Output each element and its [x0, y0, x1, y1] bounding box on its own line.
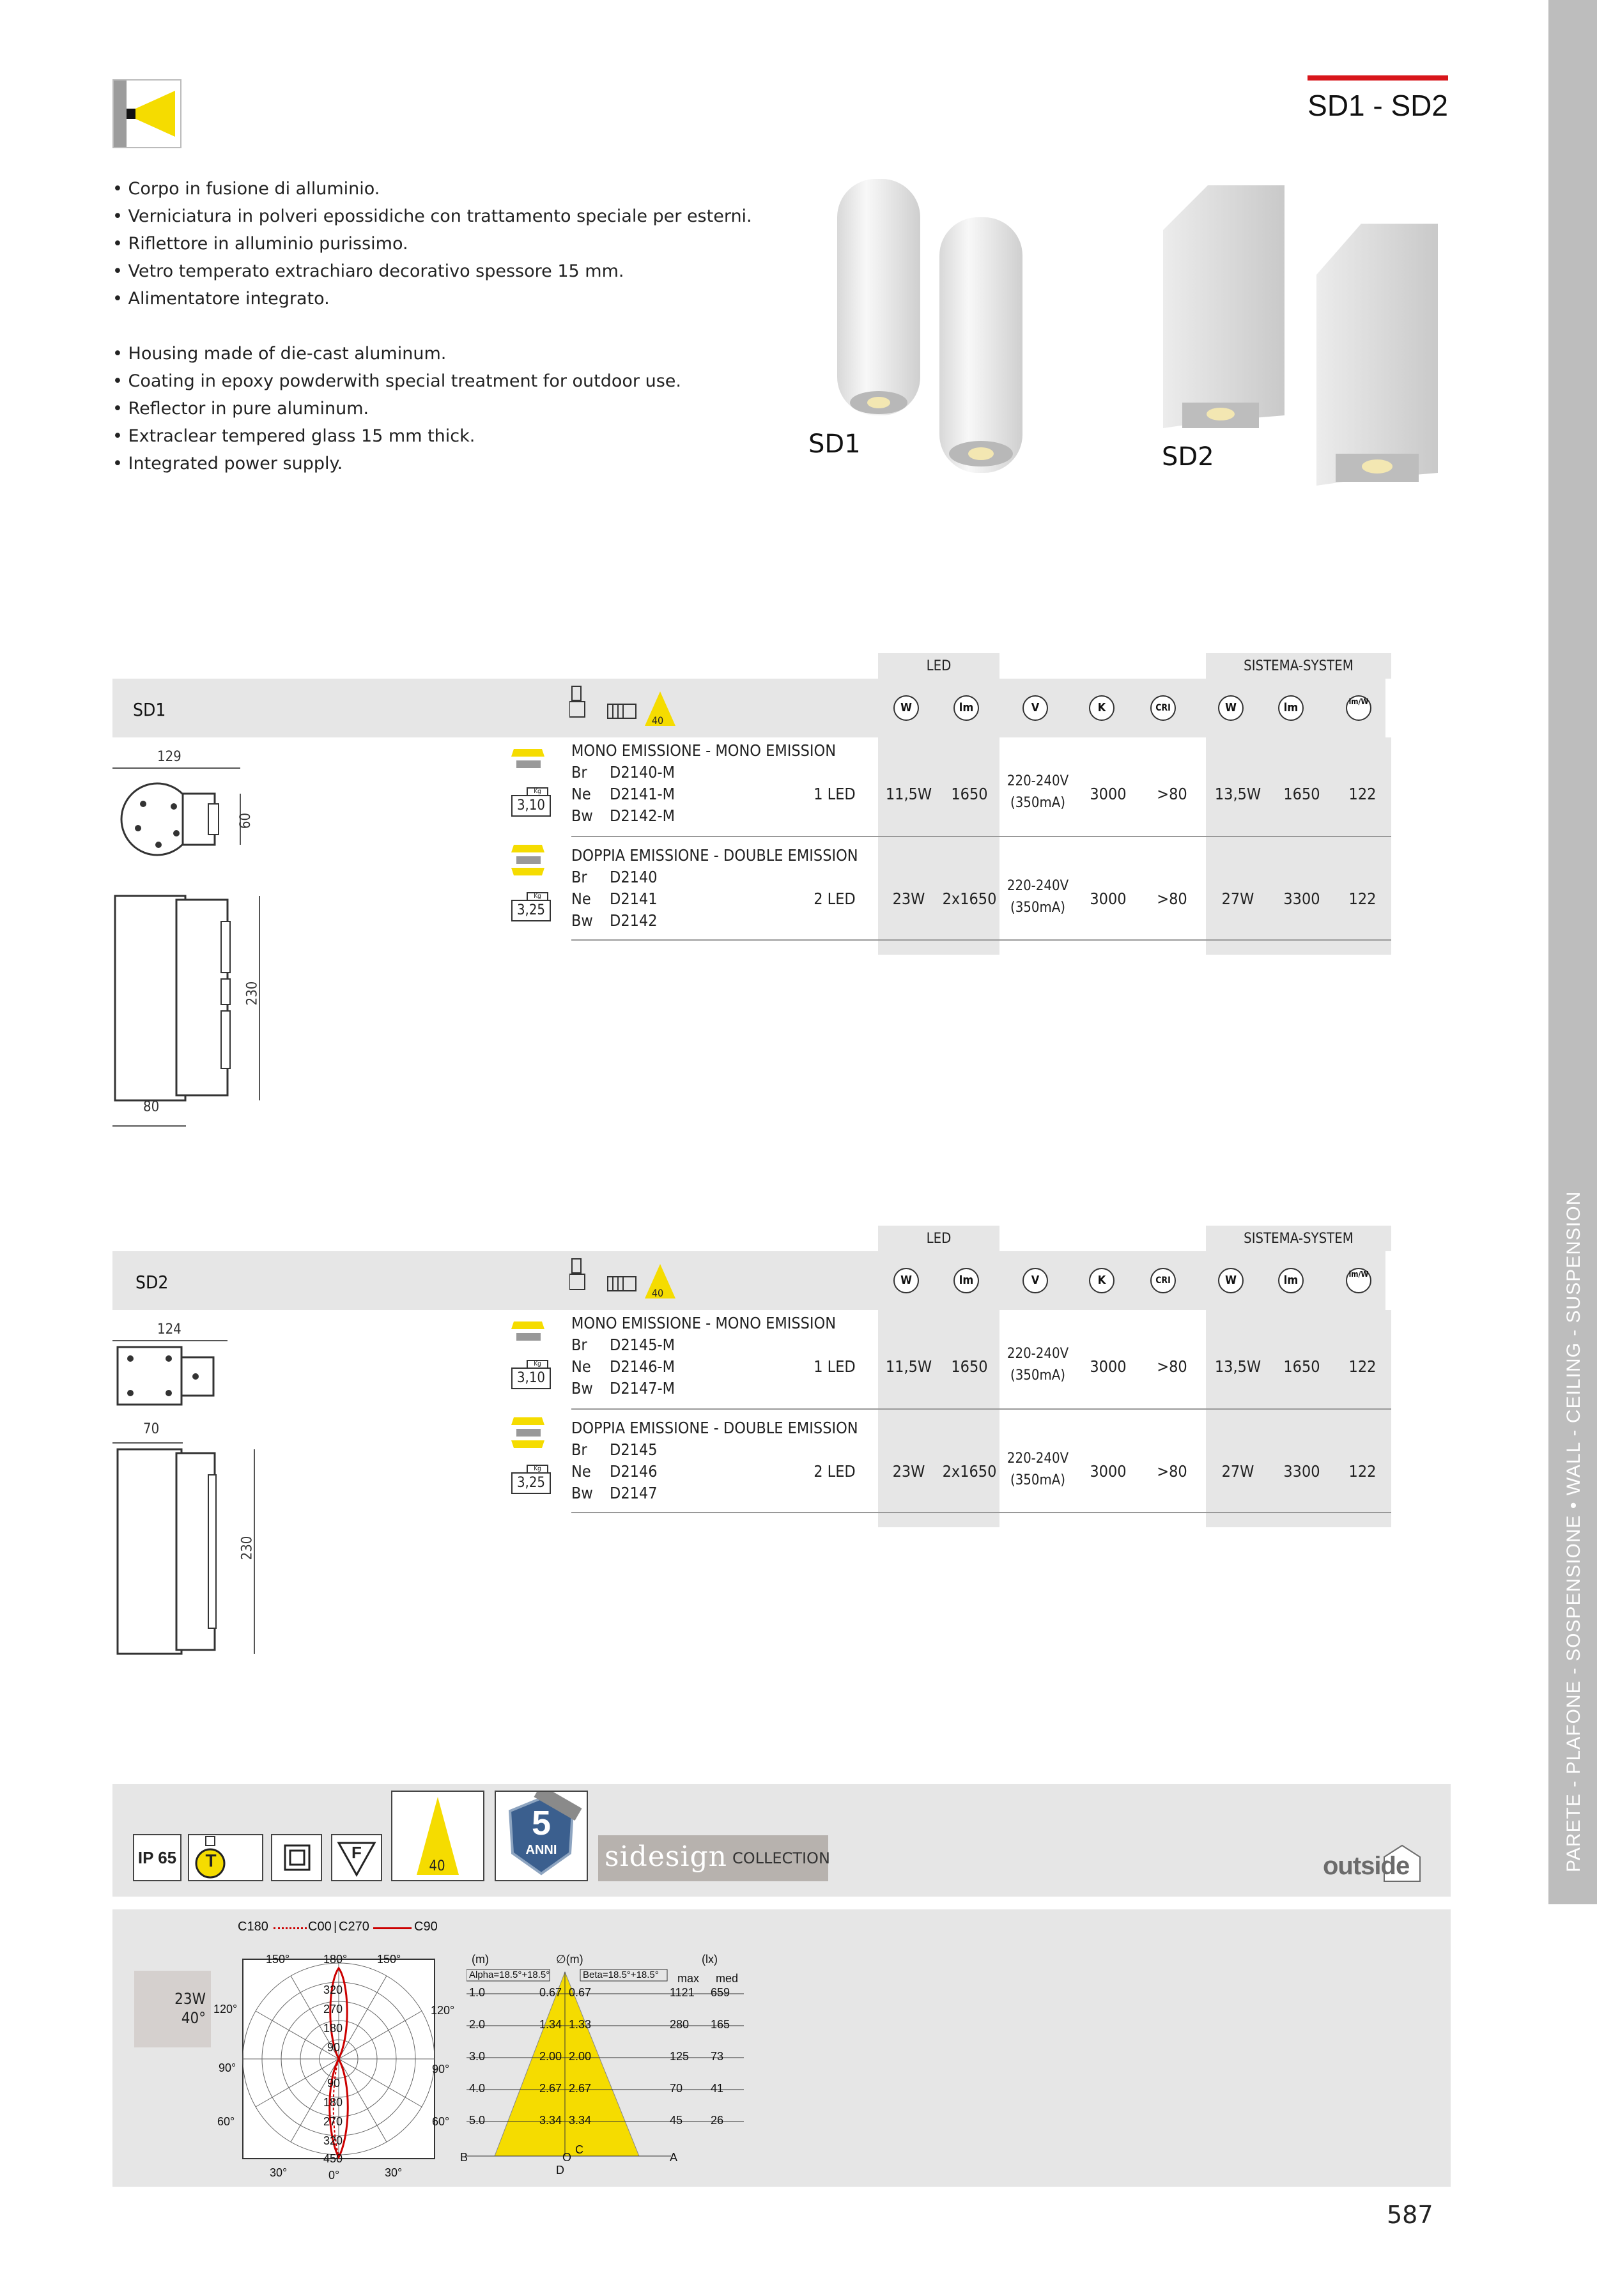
lamp-angle: 40° — [181, 2009, 206, 2027]
cone-letter: O — [562, 2151, 572, 2164]
brand-logo — [1323, 1844, 1431, 1883]
product-code: D2146 — [610, 1462, 658, 1481]
dimension-drawing-sd1 — [112, 749, 279, 1132]
current: (350mA) — [1010, 795, 1066, 811]
side-tab-label: PARETE - PLAFONE - SOSPENSIONE • WALL - CEILING - SUSPENSION — [1563, 1190, 1584, 1872]
collection-label: COLLECTION — [732, 1849, 830, 1867]
cone-letter: B — [460, 2151, 468, 2164]
cri-value: >80 — [1157, 1462, 1187, 1481]
cri-icon: CRI — [1150, 1268, 1176, 1293]
weight-badge: 3,25 — [511, 1472, 551, 1494]
install-icons — [569, 685, 704, 731]
feature-it: • Vetro temperato extrachiaro decorativo spessore 15 mm. — [112, 258, 815, 285]
polar-angle-label: 180° — [323, 1953, 348, 1966]
beam-angle-value: 40 — [429, 1858, 445, 1874]
cri-value: >80 — [1157, 1357, 1187, 1376]
kelvin-icon: K — [1089, 1268, 1115, 1293]
efficiency: 122 — [1348, 1357, 1377, 1376]
finish-code: Ne — [571, 1357, 591, 1376]
product-code: D2147 — [610, 1484, 658, 1502]
feature-it: • Corpo in fusione di alluminio. — [112, 175, 815, 203]
cone-beta-diameter: 1.33 — [569, 2018, 592, 2031]
efficiency-icon: lm/W — [1346, 1268, 1371, 1293]
weight-badge: 3,10 — [511, 795, 551, 817]
polar-value-label: 450 — [323, 2152, 343, 2165]
beam-angle-icon — [391, 1791, 484, 1881]
polar-angle-label: 0° — [328, 2169, 340, 2182]
legend-c00: C00 — [308, 1920, 332, 1934]
system-lumen: 3300 — [1283, 890, 1320, 908]
product-code: D2142 — [610, 911, 658, 930]
led-count: 1 LED — [814, 785, 856, 803]
cone-alpha-diameter: 0.67 — [539, 1986, 562, 1999]
led-lumen: 1650 — [951, 1357, 988, 1376]
page-number: 587 — [1387, 2201, 1433, 2229]
cone-distance: 1.0 — [469, 1986, 486, 1999]
dim-side-width: 70 — [143, 1421, 160, 1437]
beam-angle: 40 — [651, 714, 664, 727]
current: (350mA) — [1010, 900, 1066, 916]
section-sd1: LED SISTEMA-SYSTEM SD1 40 W lm V K CRI W lm lm/W 129 60 230 80 Kg 3,10 MONO EMISSIONE - MONO EMISSION Br D2140-M Ne D2141-M Bw D2142-M 1 LED 11,5W 1650 220-240V (350mA) 3000 >80 13,5W 1650 122 Kg 3,25 DOPPIA EMISSIONE - DOUBLE EMISSION Br D2140 Ne D2141 Bw D2142 2 LED 23W 2x1650 220-240V (350mA) 3000 >80 27W 3300 122 — [112, 653, 1385, 1132]
dim-side-height: 230 — [244, 981, 261, 1006]
product-label-sd2: SD2 — [1162, 442, 1214, 472]
current: (350mA) — [1010, 1368, 1066, 1383]
dim-top-depth: 60 — [238, 812, 254, 829]
product-code: D2141-M — [610, 785, 675, 803]
section-name: SD1 — [133, 699, 166, 720]
finish-code: Br — [571, 763, 587, 782]
efficiency: 122 — [1348, 890, 1377, 908]
finish-code: Bw — [571, 1379, 593, 1398]
finish-code: Ne — [571, 890, 591, 908]
install-icons — [569, 1258, 704, 1304]
efficiency: 122 — [1348, 785, 1377, 803]
cone-beta-diameter: 0.67 — [569, 1986, 592, 1999]
polar-angle-label: 120° — [431, 2004, 455, 2017]
system-lumen-icon: lm — [1278, 1268, 1304, 1293]
cri-value: >80 — [1157, 785, 1187, 803]
cone-distance: 3.0 — [469, 2050, 486, 2063]
cone-beta-diameter: 2.00 — [569, 2050, 592, 2063]
polar-angle-label: 30° — [270, 2166, 288, 2179]
weight-badge: 3,10 — [511, 1368, 551, 1389]
class-ii-icon — [271, 1834, 322, 1881]
dimension-drawing-sd2 — [112, 1321, 279, 1667]
cone-alpha-diameter: 3.34 — [539, 2114, 562, 2127]
f-mark-icon — [331, 1834, 382, 1881]
cone-lux-med: 41 — [711, 2082, 724, 2095]
feature-it: • Alimentatore integrato. — [112, 285, 815, 312]
finish-code: Ne — [571, 785, 591, 803]
legend-dotted-line — [274, 1927, 307, 1929]
system-lumen: 3300 — [1283, 1462, 1320, 1481]
row-title: DOPPIA EMISSIONE - DOUBLE EMISSION — [571, 1419, 858, 1437]
cone-header-med: med — [716, 1972, 739, 1985]
section-sd2: LED SISTEMA-SYSTEM SD2 40 W lm V K CRI W lm lm/W 124 70 230 Kg 3,10 MONO EMISSIONE - MONO EMISSION Br D2145-M Ne D2146-M Bw D2147-M 1 LED 11,5W 1650 220-240V (350mA) 3000 >80 13,5W 1650 122 Kg 3,25 DOPPIA EMISSIONE - DOUBLE EMISSION Br D2145 Ne D2146 Bw D2147 2 LED 23W 2x1650 220-240V (350mA) 3000 >80 27W 3300 122 — [112, 1226, 1385, 1673]
polar-value-label: 180 — [323, 2096, 343, 2109]
mono-emission-icon — [510, 1320, 548, 1346]
cone-header-lux: (lx) — [702, 1953, 718, 1966]
led-lumen: 2x1650 — [942, 890, 997, 908]
system-watt: 13,5W — [1214, 1357, 1261, 1376]
led-lumen: 2x1650 — [942, 1462, 997, 1481]
cone-lux-max: 1121 — [670, 1986, 695, 1999]
system-watt-icon: W — [1218, 695, 1244, 721]
polar-angle-label: 60° — [217, 2115, 235, 2128]
system-watt: 27W — [1221, 890, 1254, 908]
volt-icon: V — [1022, 695, 1048, 721]
page-title: SD1 - SD2 — [1308, 89, 1448, 122]
beam-angle: 40 — [651, 1287, 664, 1299]
cone-distance: 2.0 — [469, 2018, 486, 2031]
features-italian — [112, 175, 815, 312]
polar-value-label: 270 — [323, 2003, 343, 2015]
cone-header-alpha: Alpha=18.5°+18.5° — [469, 1969, 550, 1980]
cone-header-distance: (m) — [472, 1953, 489, 1966]
legend-c180: C180 — [238, 1920, 268, 1934]
row-title: DOPPIA EMISSIONE - DOUBLE EMISSION — [571, 846, 858, 865]
product-code: D2140-M — [610, 763, 675, 782]
finish-code: Br — [571, 868, 587, 886]
wall-light-icon — [112, 79, 181, 148]
cone-lux-max: 125 — [670, 2050, 690, 2063]
cone-header-beta: Beta=18.5°+18.5° — [583, 1969, 659, 1980]
collection-brand: sidesign — [605, 1840, 728, 1873]
cone-distance: 5.0 — [469, 2114, 486, 2127]
feature-en: • Reflector in pure aluminum. — [112, 395, 815, 422]
cone-distance: 4.0 — [469, 2082, 486, 2095]
led-count: 2 LED — [814, 1462, 856, 1481]
header-system: SISTEMA-SYSTEM — [1244, 658, 1354, 674]
cone-header-max: max — [677, 1972, 700, 1985]
led-count: 2 LED — [814, 890, 856, 908]
polar-angle-label: 90° — [219, 2061, 236, 2074]
led-watt: 23W — [892, 890, 925, 908]
led-watt: 11,5W — [885, 1357, 932, 1376]
system-watt-icon: W — [1218, 1268, 1244, 1293]
system-lumen-icon: lm — [1278, 695, 1304, 721]
cone-alpha-diameter: 1.34 — [539, 2018, 562, 2031]
voltage: 220-240V — [1007, 1346, 1069, 1362]
lamp-info-box — [134, 1971, 211, 2047]
cone-lux-med: 165 — [711, 2018, 730, 2031]
polar-value-label: 320 — [323, 1984, 343, 1996]
finish-code: Ne — [571, 1462, 591, 1481]
cone-lux-med: 659 — [711, 1986, 730, 1999]
lumen-icon: lm — [953, 1268, 979, 1293]
polar-angle-label: 30° — [385, 2166, 403, 2179]
row-title: MONO EMISSIONE - MONO EMISSION — [571, 1314, 837, 1332]
double-emission-icon — [510, 844, 548, 882]
led-lumen: 1650 — [951, 785, 988, 803]
cone-beta-diameter: 2.67 — [569, 2082, 592, 2095]
f-mark: F — [351, 1843, 362, 1862]
cone-letter: A — [670, 2151, 678, 2164]
mono-emission-icon — [510, 748, 548, 773]
cone-lux-med: 73 — [711, 2050, 724, 2063]
header-led: LED — [926, 658, 952, 674]
system-watt: 13,5W — [1214, 785, 1261, 803]
legend-c270: C270 — [339, 1920, 369, 1934]
legend-c90: C90 — [414, 1920, 438, 1934]
t-mark-icon — [188, 1834, 263, 1881]
product-code: D2140 — [610, 868, 658, 886]
polar-value-label: 270 — [323, 2115, 343, 2128]
finish-code: Br — [571, 1336, 587, 1354]
cri-value: >80 — [1157, 890, 1187, 908]
warranty-badge — [495, 1791, 588, 1881]
header-led: LED — [926, 1231, 952, 1247]
lamp-power: 23W — [174, 1990, 206, 2008]
lumen-icon: lm — [953, 695, 979, 721]
features-english — [112, 340, 815, 477]
efficiency: 122 — [1348, 1462, 1377, 1481]
collection-badge — [598, 1835, 828, 1881]
warranty-label: ANNI — [525, 1843, 557, 1857]
polar-angle-label: 150° — [377, 1953, 401, 1966]
cone-lux-max: 45 — [670, 2114, 683, 2127]
ip-rating-badge — [133, 1834, 181, 1881]
brand-name: outside — [1323, 1852, 1410, 1880]
color-temp: 3000 — [1090, 1357, 1127, 1376]
cone-lux-max: 70 — [670, 2082, 683, 2095]
polar-angle-label: 90° — [432, 2063, 450, 2076]
polar-angle-label: 150° — [266, 1953, 290, 1966]
led-count: 1 LED — [814, 1357, 856, 1376]
feature-en: • Integrated power supply. — [112, 450, 815, 477]
feature-it: • Riflettore in alluminio purissimo. — [112, 230, 815, 258]
section-name: SD2 — [135, 1272, 169, 1293]
t-mark: T — [205, 1851, 217, 1870]
current: (350mA) — [1010, 1472, 1066, 1488]
product-code: D2146-M — [610, 1357, 675, 1376]
kelvin-icon: K — [1089, 695, 1115, 721]
title-accent-bar — [1308, 75, 1448, 81]
dim-top-width: 129 — [157, 749, 181, 765]
polar-angle-label: 60° — [432, 2115, 450, 2128]
dim-top-width: 124 — [157, 1321, 181, 1337]
efficiency-icon: lm/W — [1346, 695, 1371, 721]
dim-side-width: 80 — [143, 1099, 160, 1115]
weight-badge: 3,25 — [511, 900, 551, 921]
cone-alpha-diameter: 2.00 — [539, 2050, 562, 2063]
dim-side-height: 230 — [239, 1536, 256, 1560]
system-watt: 27W — [1221, 1462, 1254, 1481]
product-code: D2147-M — [610, 1379, 675, 1398]
cone-letter: D — [556, 2164, 564, 2177]
color-temp: 3000 — [1090, 1462, 1127, 1481]
legend-solid-line — [373, 1927, 412, 1929]
product-code: D2145-M — [610, 1336, 675, 1354]
cone-beta-diameter: 3.34 — [569, 2114, 592, 2127]
cone-letter: C — [575, 2143, 583, 2156]
cone-header-diameter: ∅(m) — [556, 1953, 583, 1966]
polar-value-label: 90 — [327, 2041, 341, 2054]
finish-code: Br — [571, 1440, 587, 1459]
polar-value-label: 320 — [323, 2134, 343, 2147]
led-watt: 11,5W — [885, 785, 932, 803]
finish-code: Bw — [571, 1484, 593, 1502]
polar-value-label: 90 — [327, 2077, 341, 2090]
voltage: 220-240V — [1007, 1451, 1069, 1467]
warranty-years: 5 — [531, 1804, 552, 1842]
cone-lux-max: 280 — [670, 2018, 690, 2031]
color-temp: 3000 — [1090, 785, 1127, 803]
system-lumen: 1650 — [1283, 785, 1320, 803]
volt-icon: V — [1022, 1268, 1048, 1293]
finish-code: Bw — [571, 806, 593, 825]
product-code: D2145 — [610, 1440, 658, 1459]
system-lumen: 1650 — [1283, 1357, 1320, 1376]
watt-icon: W — [893, 695, 919, 721]
finish-code: Bw — [571, 911, 593, 930]
header-system: SISTEMA-SYSTEM — [1244, 1231, 1354, 1247]
cone-alpha-diameter: 2.67 — [539, 2082, 562, 2095]
watt-icon: W — [893, 1268, 919, 1293]
row-title: MONO EMISSIONE - MONO EMISSION — [571, 741, 837, 760]
voltage: 220-240V — [1007, 878, 1069, 894]
double-emission-icon — [510, 1416, 548, 1454]
feature-en: • Housing made of die-cast aluminum. — [112, 340, 815, 367]
product-photos — [799, 173, 1470, 492]
color-temp: 3000 — [1090, 890, 1127, 908]
cone-lux-med: 26 — [711, 2114, 724, 2127]
polar-value-label: 180 — [323, 2022, 343, 2035]
voltage: 220-240V — [1007, 773, 1069, 789]
cone-diagram — [467, 1959, 748, 2164]
product-code: D2141 — [610, 890, 658, 908]
product-label-sd1: SD1 — [808, 429, 861, 459]
feature-it: • Verniciatura in polveri epossidiche con trattamento speciale per esterni. — [112, 203, 815, 230]
led-watt: 23W — [892, 1462, 925, 1481]
feature-en: • Extraclear tempered glass 15 mm thick. — [112, 422, 815, 450]
cri-icon: CRI — [1150, 695, 1176, 721]
ip-rating: IP 65 — [137, 1848, 177, 1867]
feature-en: • Coating in epoxy powderwith special treatment for outdoor use. — [112, 367, 815, 395]
polar-angle-label: 120° — [213, 2003, 238, 2015]
product-code: D2142-M — [610, 806, 675, 825]
